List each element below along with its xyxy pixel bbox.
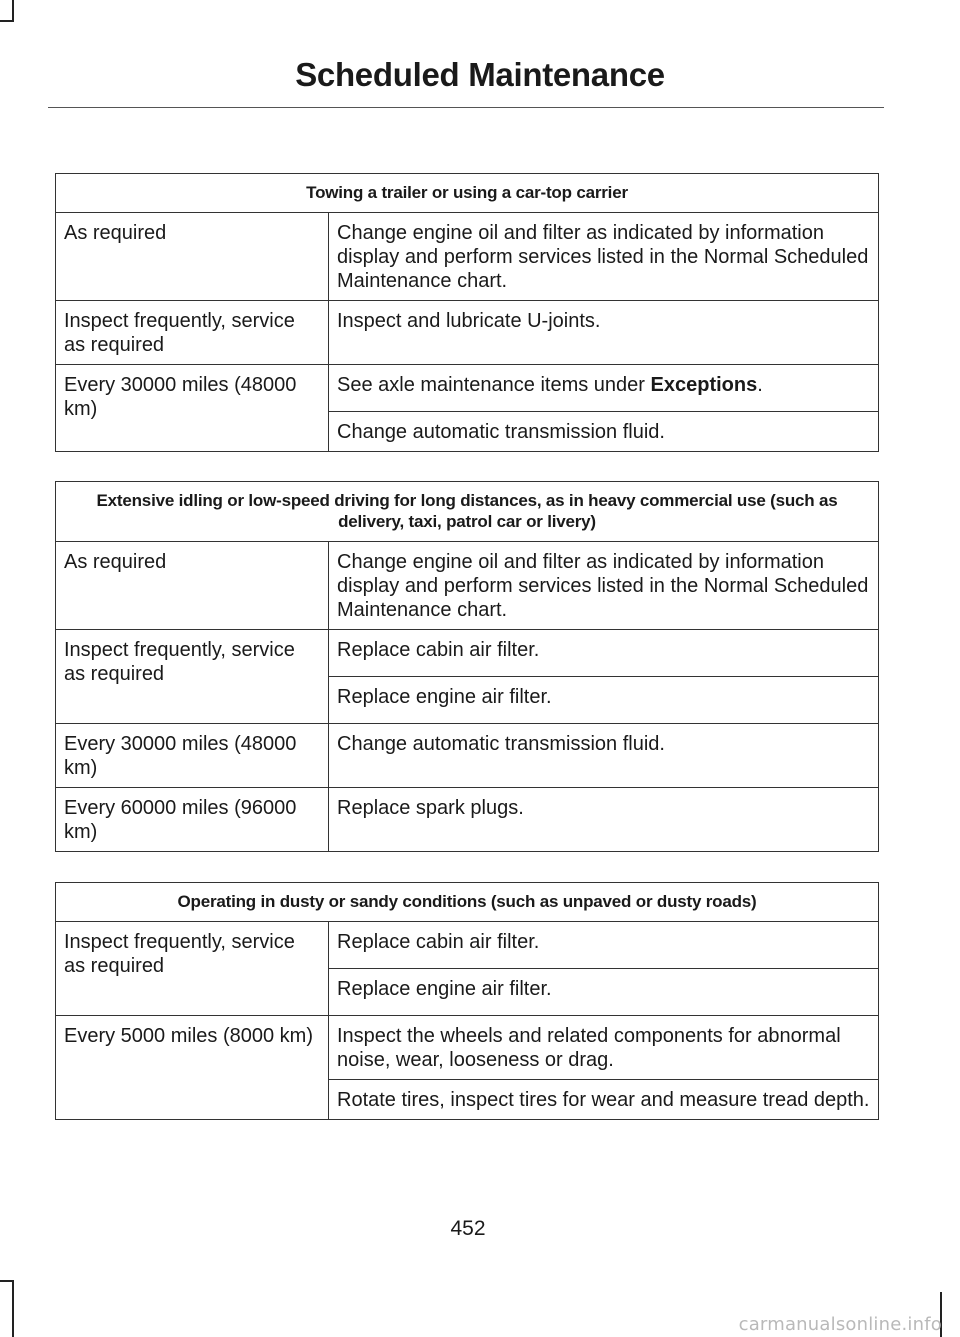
watermark: carmanualsonline.info: [738, 1314, 942, 1335]
service-cell: Replace engine air filter.: [329, 677, 879, 724]
interval-cell: As required: [56, 542, 329, 630]
service-cell: Replace cabin air filter.: [329, 630, 879, 677]
page-title: Scheduled Maintenance: [295, 56, 665, 93]
crop-mark-bottom-left-v: [12, 1280, 14, 1337]
interval-cell: Every 5000 miles (8000 km): [56, 1016, 329, 1120]
table-heading: Towing a trailer or using a car-top carrier: [56, 174, 879, 213]
interval-cell: Every 60000 miles (96000 km): [56, 788, 329, 852]
interval-cell: Inspect frequently, service as required: [56, 922, 329, 1016]
table-row: [56, 788, 879, 852]
table-heading-row: [56, 174, 879, 213]
service-cell: Change engine oil and filter as indicated by information display and perform services listed in the Normal Scheduled Maintenance chart.: [329, 542, 879, 630]
crop-mark-top-left-v: [12, 0, 14, 20]
service-cell: Replace cabin air filter.: [329, 922, 879, 969]
service-cell: Change automatic transmission fluid.: [329, 724, 879, 788]
table-row: [56, 922, 879, 969]
interval-cell: Inspect frequently, service as required: [56, 630, 329, 724]
table-row: [56, 630, 879, 677]
towing-maintenance-table: [55, 173, 879, 452]
table-row: [56, 542, 879, 630]
table-heading-row: [56, 482, 879, 542]
table-row: [56, 724, 879, 788]
service-cell: Inspect and lubricate U-joints.: [329, 301, 879, 365]
table-heading: Operating in dusty or sandy conditions (such as unpaved or dusty roads): [56, 883, 879, 922]
service-cell: Rotate tires, inspect tires for wear and measure tread depth.: [329, 1080, 879, 1120]
table-row: [56, 365, 879, 412]
service-text: See axle maintenance items under: [337, 374, 651, 396]
table-row: [56, 1016, 879, 1080]
exceptions-reference: Exceptions: [650, 374, 758, 396]
service-cell: [329, 365, 879, 412]
interval-cell: Every 30000 miles (48000 km): [56, 365, 329, 452]
service-cell: Replace engine air filter.: [329, 969, 879, 1016]
service-cell: Inspect the wheels and related components for abnormal noise, wear, looseness or drag.: [329, 1016, 879, 1080]
page-number: 452: [450, 1217, 486, 1240]
table-heading-row: [56, 883, 879, 922]
interval-cell: Every 30000 miles (48000 km): [56, 724, 329, 788]
dusty-conditions-maintenance-table: [55, 882, 879, 1120]
table-heading: Extensive idling or low-speed driving for long distances, as in heavy commercial use (such as delivery, taxi, patrol car or livery): [56, 482, 879, 542]
idling-maintenance-table: [55, 481, 879, 852]
service-cell: Replace spark plugs.: [329, 788, 879, 852]
interval-cell: Inspect frequently, service as required: [56, 301, 329, 365]
service-text-suffix: .: [757, 374, 763, 396]
interval-cell: As required: [56, 213, 329, 301]
table-row: [56, 213, 879, 301]
header-divider: [48, 107, 884, 108]
service-cell: Change automatic transmission fluid.: [329, 412, 879, 452]
crop-mark-top-left-h: [0, 20, 14, 22]
service-cell: Change engine oil and filter as indicated by information display and perform services listed in the Normal Scheduled Maintenance chart.: [329, 213, 879, 301]
crop-mark-bottom-left-h: [0, 1280, 14, 1282]
table-row: [56, 301, 879, 365]
